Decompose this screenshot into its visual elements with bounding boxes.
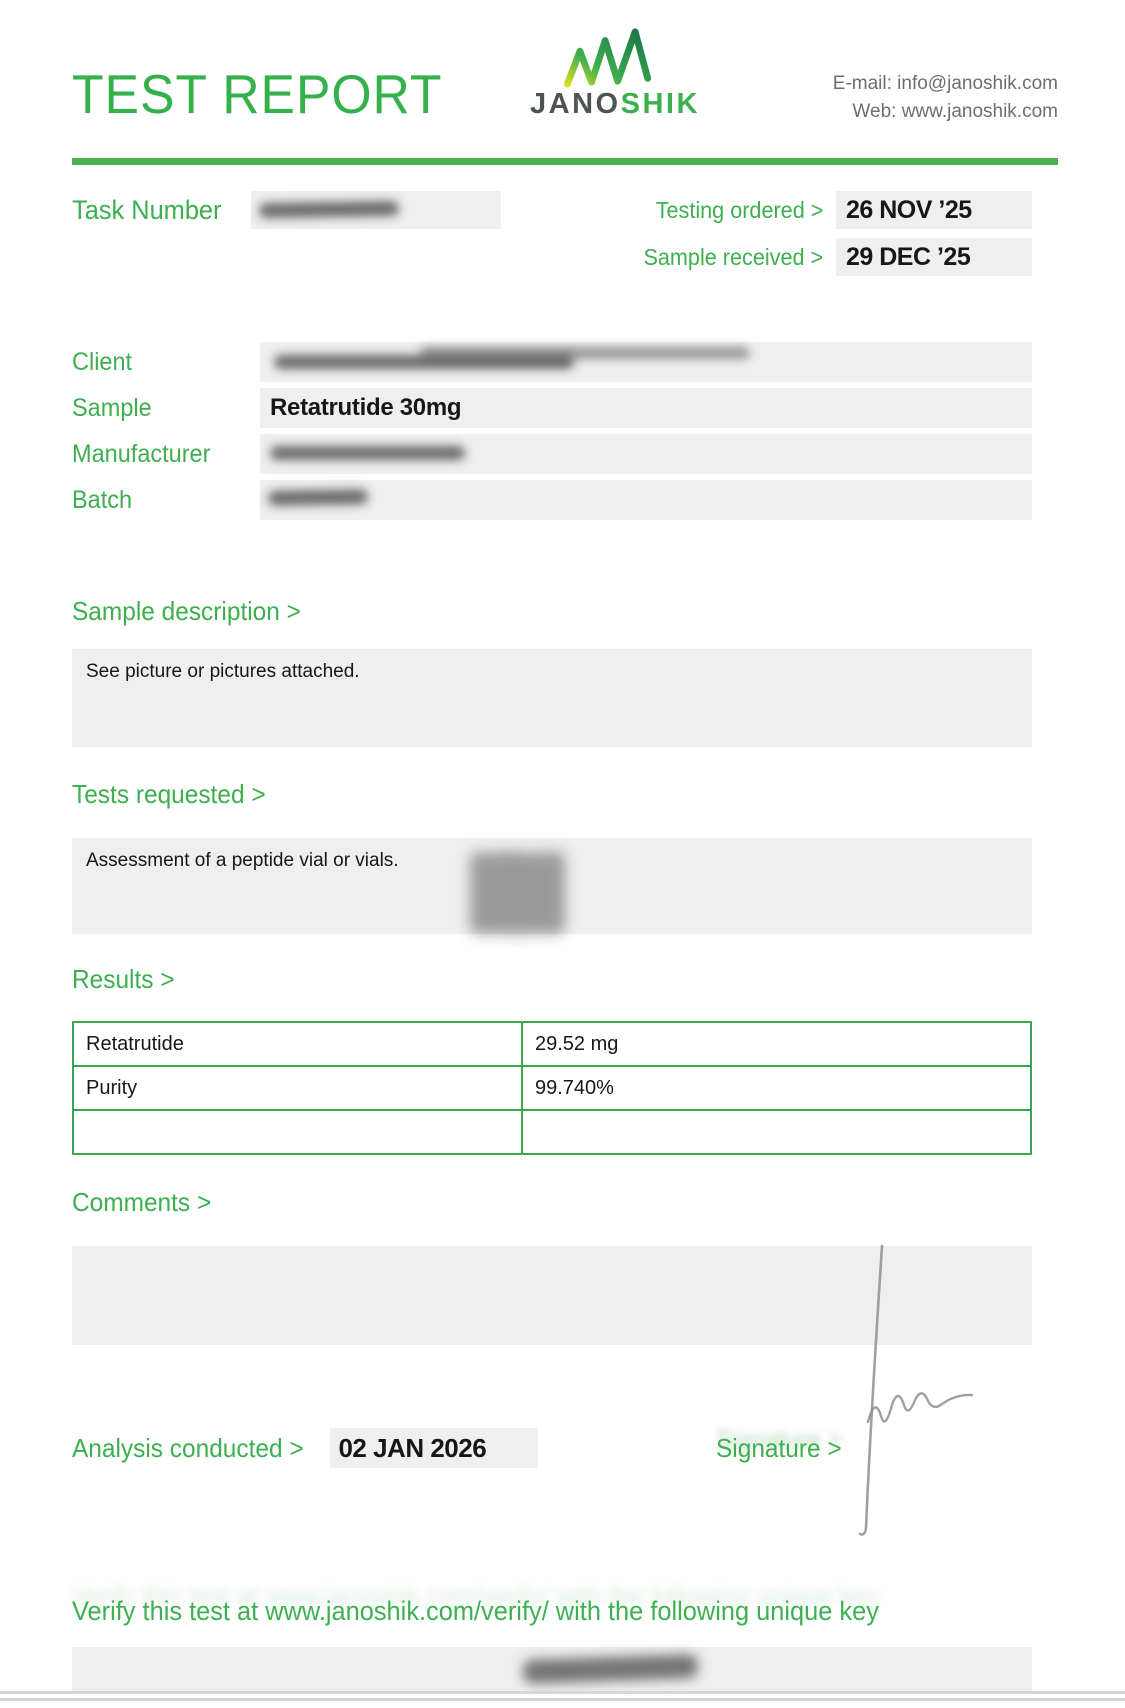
task-number-row — [72, 191, 501, 229]
handwritten-signature — [840, 1240, 1025, 1540]
result-value-cell: 99.740% — [522, 1066, 1031, 1110]
sample-details-section — [72, 342, 1032, 520]
sample-received-value: 29 DEC ’25 — [836, 238, 1032, 276]
testing-ordered-label: Testing ordered > — [655, 196, 823, 223]
unique-key-box — [72, 1647, 1032, 1693]
sample-description-heading: Sample description > — [72, 596, 301, 626]
detail-row-client — [72, 342, 1032, 382]
trend-chart-icon — [558, 26, 658, 88]
results-table — [72, 1021, 1032, 1155]
table-row — [73, 1110, 1031, 1154]
table-row — [73, 1022, 1031, 1066]
footer-line — [0, 1691, 1125, 1694]
client-value-box — [260, 342, 1032, 382]
janoshik-logo — [530, 26, 700, 121]
sample-received-row — [632, 238, 1032, 276]
verify-instruction: Verify this test at www.janoshik.com/verify/ with the following unique key — [72, 1596, 879, 1626]
header-divider — [72, 158, 1058, 165]
footer-line — [0, 1698, 1125, 1701]
results-heading: Results > — [72, 964, 175, 994]
testing-ordered-row — [632, 191, 1032, 229]
sample-received-label: Sample received > — [643, 243, 823, 270]
redacted-blur — [268, 489, 368, 506]
batch-label: Batch — [72, 485, 133, 514]
brand-wordmark — [530, 88, 700, 121]
redacted-blur — [259, 201, 399, 218]
sample-label: Sample — [72, 393, 152, 422]
comments-heading: Comments > — [72, 1187, 212, 1217]
sample-description-box: See picture or pictures attached. — [72, 649, 1032, 747]
contact-web-line — [833, 98, 1058, 126]
analysis-date-value: 02 JAN 2026 — [330, 1428, 538, 1468]
report-header — [72, 0, 1058, 154]
detail-row-sample — [72, 388, 1032, 428]
redacted-blur — [523, 1654, 699, 1684]
contact-email-line — [833, 70, 1058, 98]
detail-row-manufacturer — [72, 434, 1032, 474]
meta-section — [72, 191, 1032, 276]
redacted-blur — [270, 446, 465, 460]
manufacturer-value-box — [260, 434, 1032, 474]
redacted-stamp — [470, 852, 565, 934]
sample-value: Retatrutide 30mg — [260, 388, 1032, 428]
dates-block — [632, 191, 1032, 276]
brand-green: SHIK — [620, 88, 700, 120]
tests-requested-box: Assessment of a peptide vial or vials. — [72, 838, 1032, 934]
batch-value-box — [260, 480, 1032, 520]
manufacturer-label: Manufacturer — [72, 439, 211, 468]
page-title: TEST REPORT — [72, 63, 443, 125]
web-label: Web: — [852, 100, 897, 122]
result-name-cell — [73, 1110, 522, 1154]
tests-requested-heading: Tests requested > — [72, 779, 266, 809]
result-value-cell — [522, 1110, 1031, 1154]
result-value-cell: 29.52 mg — [522, 1022, 1031, 1066]
email-label: E-mail: — [832, 73, 892, 94]
email-value: info@janoshik.com — [897, 73, 1058, 94]
analysis-conducted-label: Analysis conducted > — [72, 1432, 304, 1463]
task-number-value-box — [251, 191, 501, 229]
client-label: Client — [72, 347, 133, 376]
result-name-cell: Retatrutide — [73, 1022, 522, 1066]
brand-dark: JANO — [530, 88, 621, 120]
result-name-cell: Purity — [73, 1066, 522, 1110]
redacted-blur — [420, 347, 750, 359]
signature-label: Signature > — [716, 1432, 843, 1463]
web-value: www.janoshik.com — [901, 100, 1058, 122]
table-row — [73, 1066, 1031, 1110]
detail-row-batch — [72, 480, 1032, 520]
contact-block — [833, 70, 1058, 125]
testing-ordered-value: 26 NOV ’25 — [836, 191, 1032, 229]
task-number-label: Task Number — [72, 194, 222, 225]
